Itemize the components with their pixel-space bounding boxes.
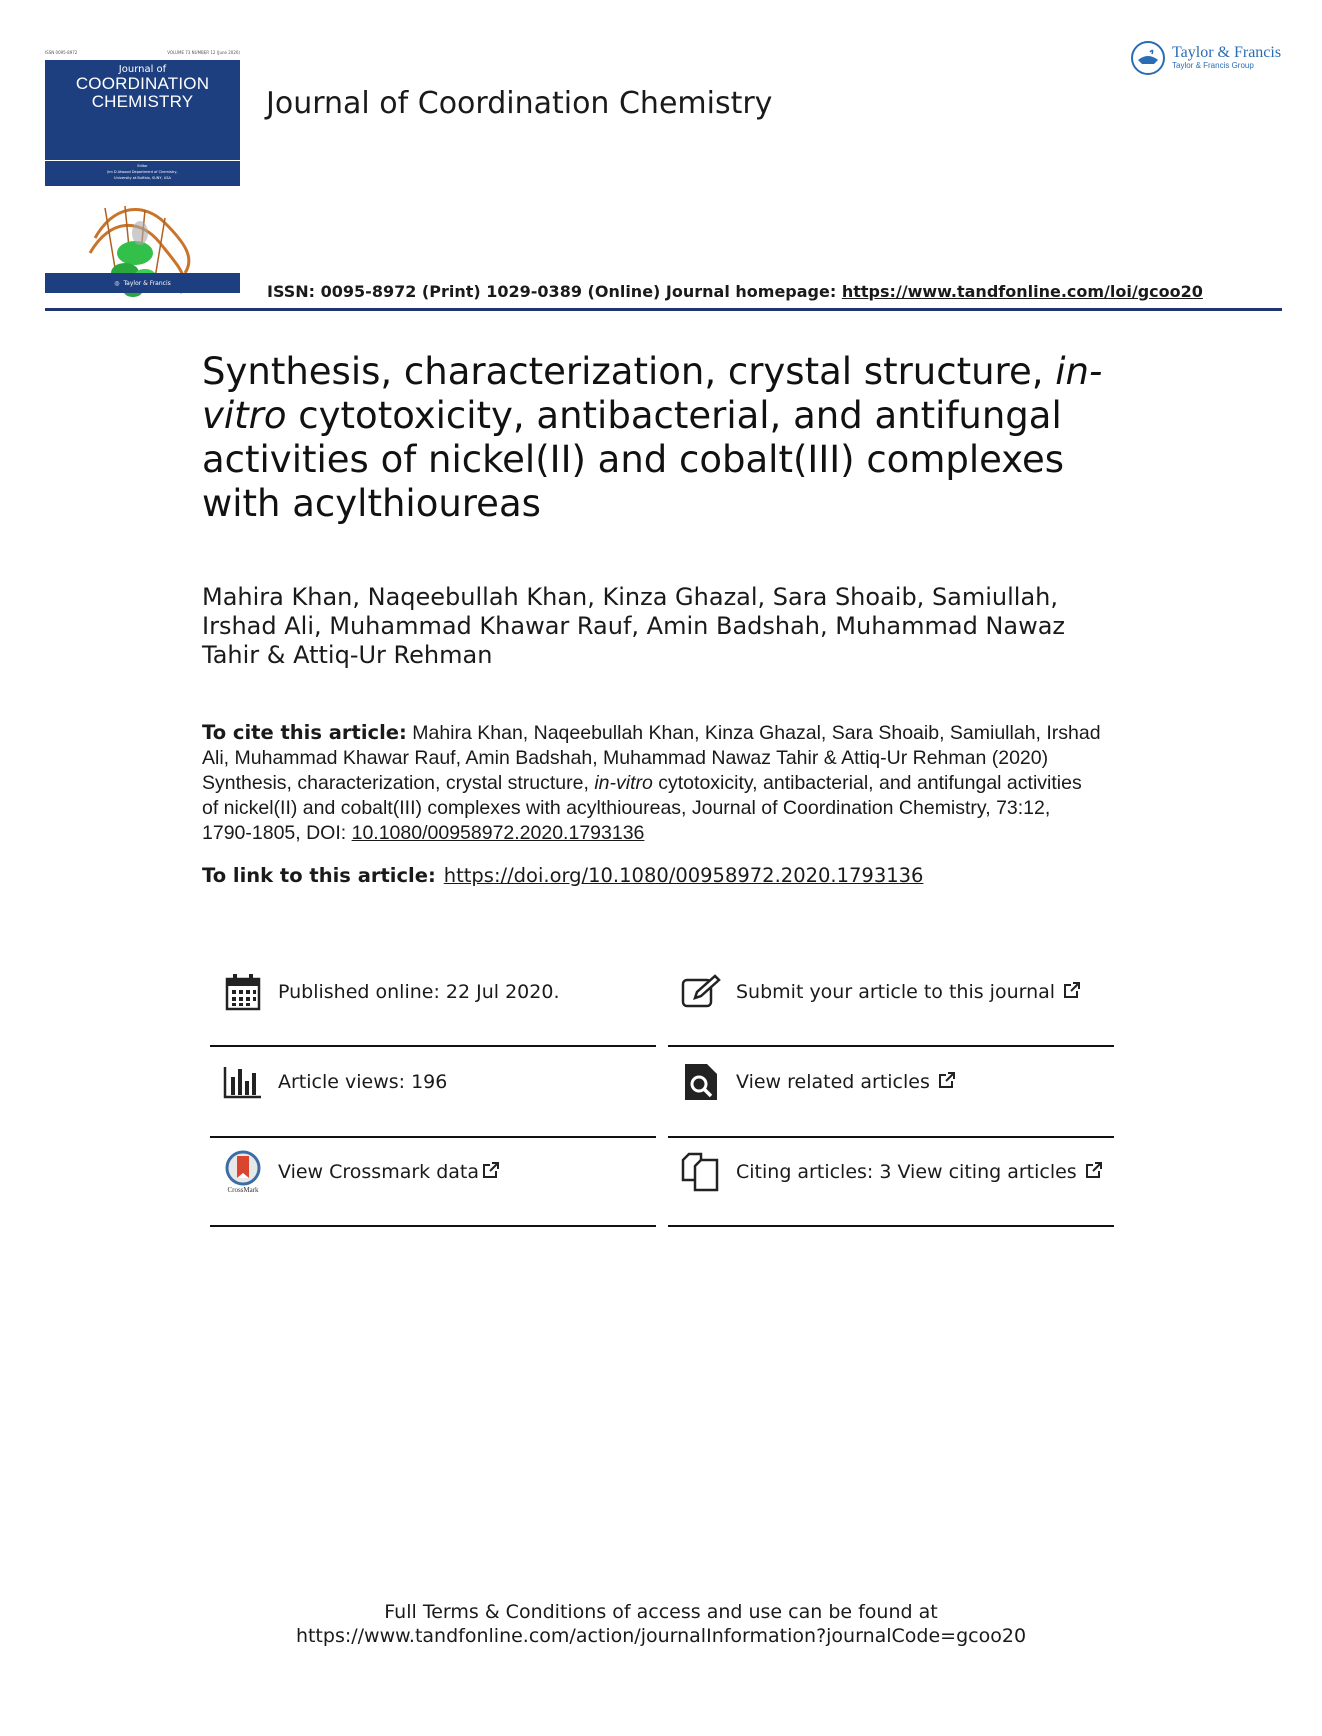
taylor-francis-logo [1130, 40, 1281, 76]
bar-chart-icon [220, 1059, 266, 1105]
grid-divider [210, 1225, 656, 1227]
cover-editor-band [45, 161, 240, 186]
issn-line [267, 282, 1203, 301]
cover-editor-label: Editor [137, 164, 148, 168]
cover-journal-of: Journal of [118, 64, 167, 75]
article-link-label: To link to this article: [202, 864, 436, 887]
submit-article-text: Submit your article to this journal [736, 981, 1056, 1003]
citing-articles-link[interactable] [668, 1127, 1114, 1217]
cover-title-line2: CHEMISTRY [91, 92, 194, 111]
crossmark-logo-text: CrossMark [227, 1186, 259, 1194]
journal-homepage-link[interactable]: https://www.tandfonline.com/loi/gcoo20 [841, 282, 1203, 301]
crossmark-text: View Crossmark data [278, 1161, 480, 1183]
journal-cover [45, 50, 240, 294]
article-link-line [202, 864, 923, 887]
cover-publisher-band [45, 273, 240, 293]
external-link-icon [1063, 981, 1081, 1004]
article-title-italic: in-vitro [202, 350, 1103, 437]
related-articles-text: View related articles [736, 1071, 930, 1093]
copy-documents-icon [678, 1149, 724, 1195]
journal-name: Journal of Coordination Chemistry [266, 86, 773, 121]
article-views-text: Article views: 196 [278, 1071, 448, 1093]
submit-article-link[interactable] [668, 947, 1114, 1037]
citing-articles-text: Citing articles: 3 View citing articles [736, 1161, 1077, 1183]
terms-footer [0, 1600, 1322, 1648]
external-link-icon [1085, 1161, 1103, 1184]
issn-text: ISSN: 0095-8972 (Print) 1029-0389 (Online) Journal homepage: [267, 282, 842, 301]
article-views [210, 1037, 656, 1127]
cover-publisher-name: Taylor & Francis [123, 279, 171, 287]
external-link-icon [938, 1071, 956, 1094]
crossmark-link[interactable] [210, 1127, 656, 1217]
edit-icon [678, 969, 724, 1015]
cover-top-strip [45, 50, 240, 60]
header-divider [45, 308, 1282, 311]
citation-doi-link[interactable]: 10.1080/00958972.2020.1793136 [351, 822, 645, 844]
article-title-part2: cytotoxicity, antibacterial, and antifungal activities of nickel(II) and cobalt(III) complexes with acylthioureas [202, 394, 1065, 525]
grid-divider [668, 1225, 1114, 1227]
calendar-icon [220, 969, 266, 1015]
publisher-group: Taylor & Francis Group [1172, 61, 1254, 70]
footer-terms-url[interactable]: https://www.tandfonline.com/action/journalInformation?journalCode=gcoo20 [295, 1625, 1027, 1647]
article-authors: Mahira Khan, Naqeebullah Khan, Kinza Ghazal, Sara Shoaib, Samiullah, Irshad Ali, Muhammad Khawar Rauf, Amin Badshah, Muhammad Nawaz Tahir & Attiq-Ur Rehman [202, 583, 1066, 669]
published-online [210, 947, 656, 1037]
external-link-icon [482, 1161, 500, 1184]
cover-publisher-icon: ◎ [114, 279, 120, 287]
document-search-icon [678, 1059, 724, 1105]
cover-volume: VOLUME 73 NUMBER 12 (June 2020) [167, 50, 240, 55]
citation-text-part2: cytotoxicity, antibacterial, and antifungal activities of nickel(II) and cobalt(III) complexes with acylthioureas, Journal of Coordination Chemistry, 73:12, 1790-1805, DOI: [202, 772, 1082, 844]
cover-title-band [45, 60, 240, 160]
related-articles-link[interactable] [668, 1037, 1114, 1127]
footer-line1: Full Terms & Conditions of access and use can be found at [384, 1601, 938, 1623]
citation-label: To cite this article: [202, 721, 407, 744]
cover-editor-affiliation: University at Buffalo, SUNY, USA [114, 176, 171, 180]
article-doi-url[interactable]: https://doi.org/10.1080/00958972.2020.1793136 [443, 864, 924, 887]
article-title-part1: Synthesis, characterization, crystal structure, [202, 350, 1056, 393]
cover-editor-name: Jim D Atwood Department of Chemistry, [107, 170, 178, 174]
article-title [202, 350, 1142, 526]
taylor-francis-lamp-icon [1130, 40, 1166, 76]
citation-text-part1: Mahira Khan, Naqeebullah Khan, Kinza Ghazal, Sara Shoaib, Samiullah, Irshad Ali, Muhammad Khawar Rauf, Amin Badshah, Muhammad Nawaz Tahir & Attiq-Ur Rehman (2020) Synthesis, characterization, crystal structure, [202, 722, 1101, 794]
cover-issn: ISSN 0095-8972 [45, 50, 78, 55]
citation-block [202, 720, 1102, 846]
published-online-text: Published online: 22 Jul 2020. [278, 981, 560, 1003]
crossmark-icon [220, 1149, 266, 1195]
citation-text-italic: in-vitro [594, 772, 653, 794]
cover-title-line1: COORDINATION [75, 74, 210, 93]
publisher-name: Taylor & Francis [1172, 44, 1282, 61]
